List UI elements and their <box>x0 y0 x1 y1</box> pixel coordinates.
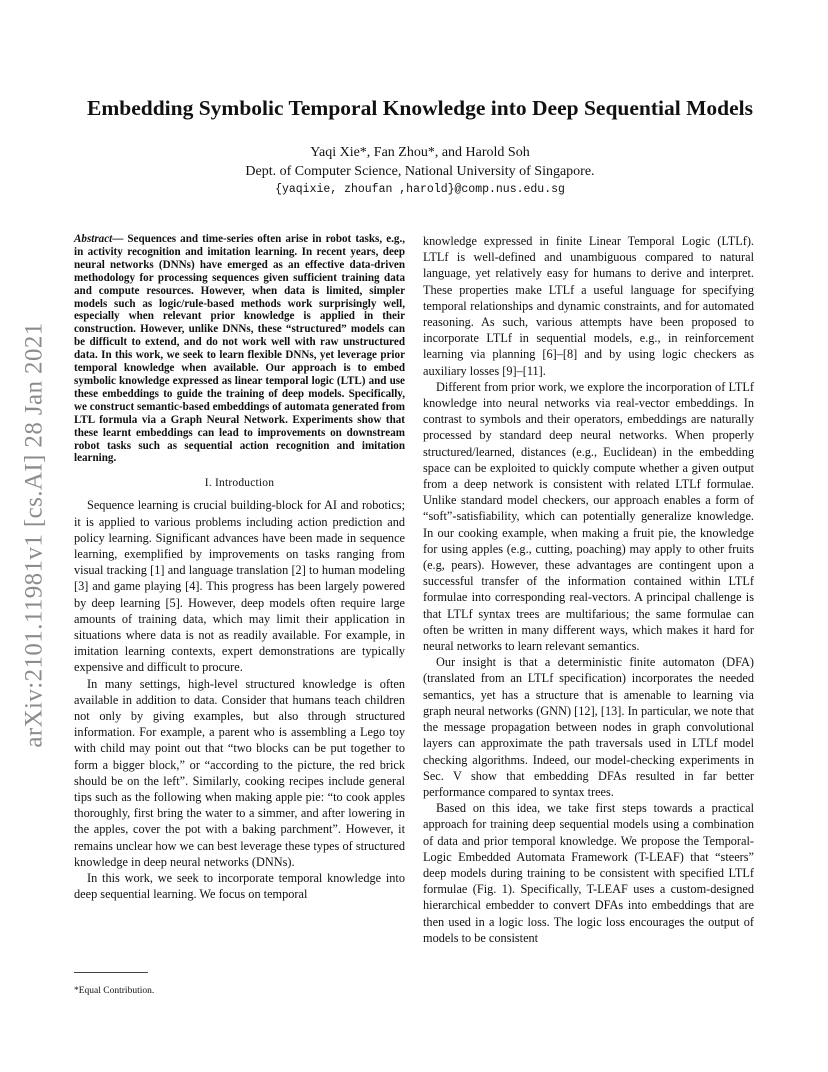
paragraph: Our insight is that a deterministic finite automaton (DFA) (translated from an LTLf specification) incorporates the needed semantics, yet has a structure that is amenable to learning via graph neural networks (GNN) [12], [13]. In particular, we note that the message propagation between nodes in graph convolutional layers can approximate the path traversals used in LTLf model checking algorithms. Indeed, our model-checking experiments in Sec. V show that embedding DFAs resulted in far better performance compared to syntax trees. <box>423 655 754 799</box>
paragraph: In this work, we seek to incorporate temporal knowledge into deep sequential learning. We focus on temporal <box>74 870 405 902</box>
paragraph: Different from prior work, we explore the incorporation of LTLf knowledge into neural networks via real-vector embeddings. In contrast to symbols and their operators, embeddings are naturally processed by standard deep neural networks. When properly structured/learned, distances (e.g., Euclidean) in the embedding space can be exploited to quickly compute whether a given output from a deep network is consistent with related LTLf formulae. Unlike standard model checkers, our approach enables a form of “soft”-satisfiability, which can potentially generalize knowledge. In our cooking example, when making a fruit pie, the knowledge for using apples (e.g., cutting, poaching) may apply to other fruits (e.g, pears). However, these advantages are contingent upon a successful transfer of the information contained within LTLf formulae into corresponding real-vectors. A principal challenge is that LTLf syntax trees are multifarious; the same formulae can often be written in many different ways, which makes it hard for neural networks to learn relevant semantics. <box>423 379 754 654</box>
affiliation: Dept. of Computer Science, National University of Singapore. <box>245 164 595 179</box>
right-column <box>423 233 754 946</box>
email: {yaqixie, zhoufan ,harold}@comp.nus.edu.sg <box>275 183 565 196</box>
section-heading-introduction: I. Introduction <box>204 477 275 490</box>
left-column <box>74 233 405 902</box>
arxiv-id: arXiv:2101.11981v1 [cs.AI] 28 Jan 2021 <box>21 322 49 748</box>
paper-title: Embedding Symbolic Temporal Knowledge into Deep Sequential Models <box>87 96 753 120</box>
paragraph: knowledge expressed in finite Linear Temporal Logic (LTLf). LTLf is well-defined and unambiguous compared to natural language, yet relatively easy for humans to derive and interpret. These properties make LTLf a useful language for specifying temporal relationships and dynamic constraints, and for automated reasoning. As such, various attempts have been proposed to incorporate LTLf in sequential models, e.g., in reinforcement learning via planning [6]–[8] and by using logic checkers as auxiliary losses [9]–[11]. <box>423 234 754 378</box>
paragraph: In many settings, high-level structured knowledge is often available in addition to data. Consider that humans teach children not only by giving examples, but also through structured information. For example, a parent who is assembling a Lego toy with child may point out that “two blocks can be put together to form a bigger block,” or “according to the picture, the red brick should be on the left”. Similarly, cooking recipes include general tips such as the following when making apple pie: “to cook apples thoroughly, first bring the water to a simmer, and after lowering in the apples, cover the pot with a baking parchment”. However, it remains unclear how we can best leverage these types of structured knowledge in deep neural networks (DNNs). <box>74 676 405 869</box>
abstract <box>74 233 405 465</box>
right-body <box>423 233 754 946</box>
authors: Yaqi Xie*, Fan Zhou*, and Harold Soh <box>310 145 530 160</box>
abstract-text: — Sequences and time-series often arise in robot tasks, e.g., in activity recognition and imitation learning. In recent years, deep neural networks (DNNs) have emerged as an effective data-driven methodology for processing sequences given sufficient training data and compute resources. However, when data is limited, simpler models such as logic/rule-based methods work surprisingly well, especially when relevant prior knowledge is applied in their construction. However, unlike DNNs, these “structured” models can be difficult to extend, and do not work well with raw unstructured data. In this work, we seek to learn flexible DNNs, yet leverage prior temporal knowledge when available. Our approach is to embed symbolic knowledge expressed as linear temporal logic (LTL) and use these embeddings to guide the training of deep models. Specifically, we construct semantic-based embeddings of automata generated from LTL formula via a Graph Neural Network. Experiments show that these learnt embeddings can lead to improvements on downstream robot tasks such as sequential action recognition and imitation learning. <box>74 233 405 465</box>
paragraph: Sequence learning is crucial building-block for AI and robotics; it is applied to various problems including action prediction and policy learning. Significant advances have been made in sequence learning, exemplified by improvements on tasks ranging from visual tracking [1] and language translation [2] to human modeling [3] and game playing [4]. This progress has been largely powered by deep learning [5]. However, deep models often require large amounts of training data, which may limit their application in situations where data is not as readily available. For example, in imitation learning contexts, expert demonstrations are typically expensive and difficult to procure. <box>74 498 405 675</box>
left-body <box>74 497 405 902</box>
footnote: *Equal Contribution. <box>74 986 155 996</box>
footnote-rule <box>74 972 148 973</box>
arxiv-watermark <box>2 300 68 770</box>
paragraph: Based on this idea, we take first steps towards a practical approach for training deep sequential models using a combination of data and prior temporal knowledge. We propose the Temporal-Logic Embedded Automata Framework (T-LEAF) that “steers” deep models during training to be consistent with specified LTLf formulae (Fig. 1). Specifically, T-LEAF uses a custom-designed hierarchical embedder to convert DFAs into embeddings that are then used in a logic loss. The logic loss encourages the output of models to be consistent <box>423 801 754 945</box>
abstract-label: Abstract <box>74 233 113 245</box>
